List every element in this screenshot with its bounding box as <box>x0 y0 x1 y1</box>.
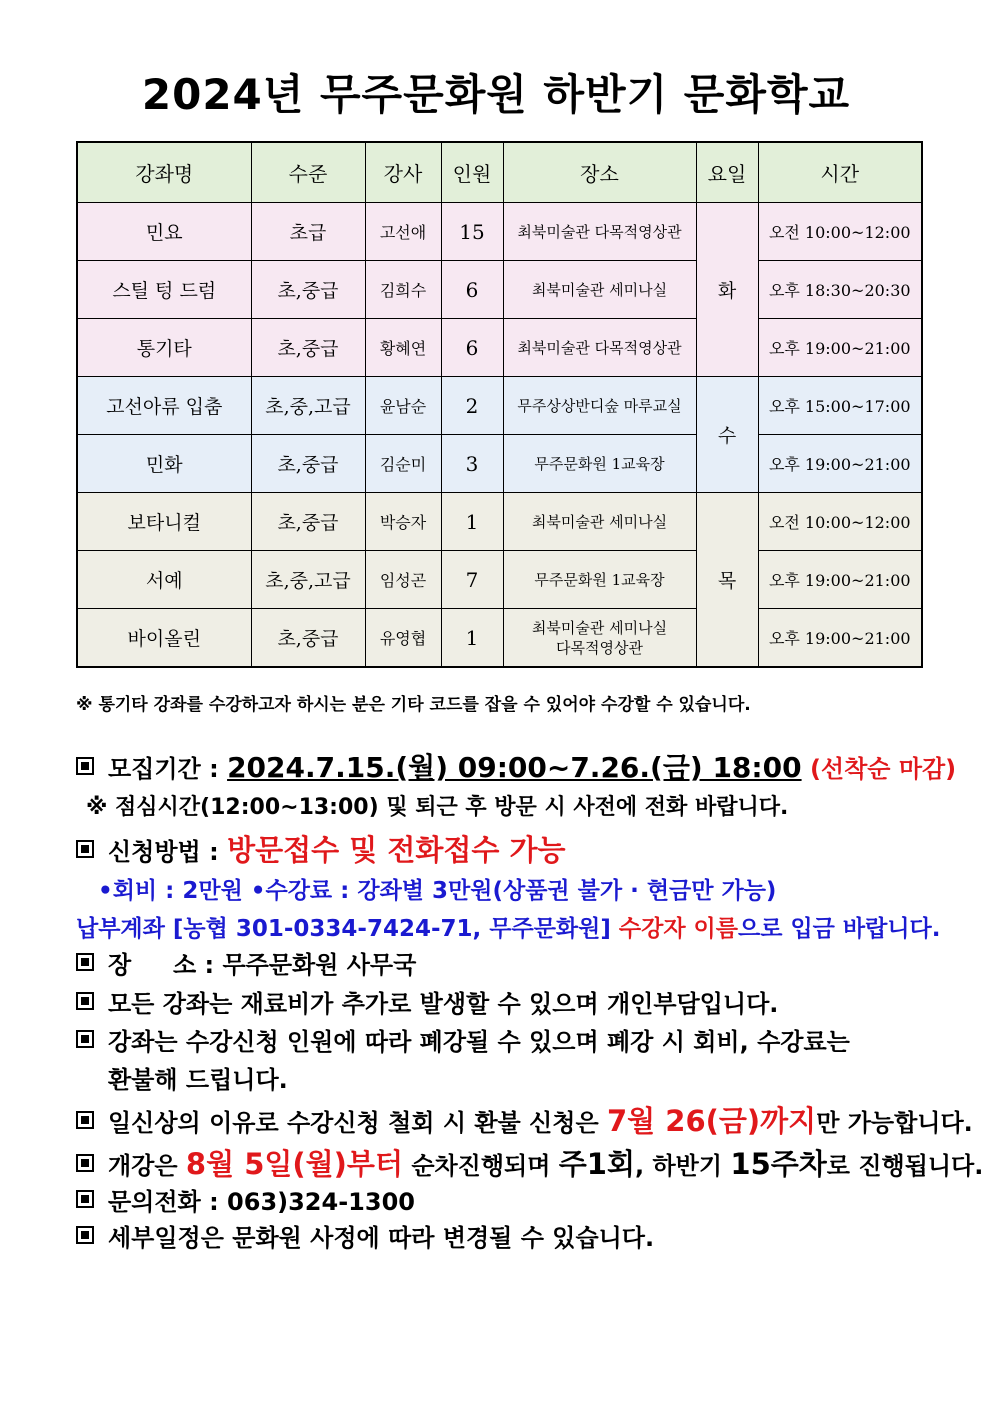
table-row <box>77 609 922 668</box>
bullet-square-icon <box>76 1030 94 1048</box>
refund-deadline: 7월 26(금)까지 <box>607 1104 817 1138</box>
refund-head: 일신상의 이유로 수강신청 철회 시 환불 신청은 <box>108 1109 599 1137</box>
bullet-square-icon <box>76 1226 94 1244</box>
phone-line <box>76 1182 415 1217</box>
bullet-square-icon <box>76 953 94 971</box>
table-row <box>77 319 922 377</box>
course-count: 15 <box>441 203 503 261</box>
course-teacher: 김순미 <box>365 435 441 493</box>
course-time: 오후 19:00~21:00 <box>758 609 922 668</box>
course-name: 민화 <box>77 435 251 493</box>
course-place: 최북미술관 세미나실 <box>503 493 696 551</box>
open-frequency: 주1회 <box>558 1147 635 1181</box>
fee-line: •회비 : 2만원 •수강료 : 강좌별 3만원(상품권 불가 · 현금만 가능) <box>98 878 777 904</box>
material-line <box>76 984 778 1019</box>
course-teacher: 임성곤 <box>365 551 441 609</box>
course-place: 무주상상반디숲 마루교실 <box>503 377 696 435</box>
apply-label: 신청방법 : <box>108 838 219 866</box>
course-time: 오후 18:30~20:30 <box>758 261 922 319</box>
course-name: 서예 <box>77 551 251 609</box>
refund-tail: 만 가능합니다. <box>816 1109 973 1137</box>
table-row <box>77 203 922 261</box>
bullet-square-icon <box>76 840 94 858</box>
course-level: 초,중급 <box>251 435 365 493</box>
phone-text: 문의전화 : 063)324-1300 <box>108 1188 415 1216</box>
course-place-line: 다목적영상관 <box>556 638 643 657</box>
schedule-table <box>76 141 923 668</box>
open-mid: 순차진행되며 <box>411 1152 551 1180</box>
header-teacher: 강사 <box>365 142 441 203</box>
header-course: 강좌명 <box>77 142 251 203</box>
period-note: (선착순 마감) <box>809 755 957 783</box>
course-count: 1 <box>441 609 503 668</box>
course-name: 바이올린 <box>77 609 251 668</box>
open-weeks: 15주차 <box>730 1147 827 1181</box>
course-teacher: 유영협 <box>365 609 441 668</box>
cancel-line-2: 환불해 드립니다. <box>108 1066 288 1094</box>
header-level: 수준 <box>251 142 365 203</box>
schedule-line <box>76 1218 654 1253</box>
page-title: 2024년 무주문화원 하반기 문화학교 <box>141 70 851 119</box>
material-text: 모든 강좌는 재료비가 추가로 발생할 수 있으며 개인부담입니다. <box>108 990 779 1018</box>
course-name: 스틸 텅 드럼 <box>77 261 251 319</box>
course-count: 3 <box>441 435 503 493</box>
course-time: 오후 19:00~21:00 <box>758 435 922 493</box>
course-count: 6 <box>441 319 503 377</box>
course-time: 오후 19:00~21:00 <box>758 551 922 609</box>
bullet-square-icon <box>76 1111 94 1129</box>
open-tail: 로 진행됩니다. <box>826 1152 984 1180</box>
account-line <box>76 910 941 943</box>
course-place: 최북미술관 세미나실 <box>503 261 696 319</box>
course-day: 화 <box>696 203 758 377</box>
course-name: 민요 <box>77 203 251 261</box>
course-count: 2 <box>441 377 503 435</box>
table-row <box>77 435 922 493</box>
course-name: 통기타 <box>77 319 251 377</box>
course-place: 최북미술관 다목적영상관 <box>503 203 696 261</box>
course-day: 수 <box>696 377 758 493</box>
course-level: 초,중,고급 <box>251 551 365 609</box>
bullet-square-icon <box>76 1154 94 1172</box>
place-text: 장 소 : 무주문화원 사무국 <box>108 951 417 979</box>
cancel-text: 강좌는 수강신청 인원에 따라 폐강될 수 있으며 폐강 시 회비, 수강료는 <box>108 1028 850 1056</box>
schedule-text: 세부일정은 문화원 사정에 따라 변경될 수 있습니다. <box>108 1224 655 1252</box>
course-level: 초,중급 <box>251 319 365 377</box>
period-line <box>76 746 956 786</box>
course-name: 고선아류 입춤 <box>77 377 251 435</box>
course-level: 초,중급 <box>251 493 365 551</box>
course-teacher: 황혜연 <box>365 319 441 377</box>
course-name: 보타니컬 <box>77 493 251 551</box>
course-teacher: 박승자 <box>365 493 441 551</box>
account-tail: 으로 입금 바랍니다. <box>738 916 941 942</box>
period-value: 2024.7.15.(월) 09:00~7.26.(금) 18:00 <box>227 751 802 784</box>
lunch-note: ※ 점심시간(12:00~13:00) 및 퇴근 후 방문 시 사전에 전화 바랍니다. <box>86 795 789 820</box>
table-row <box>77 261 922 319</box>
header-day: 요일 <box>696 142 758 203</box>
table-row <box>77 377 922 435</box>
course-day: 목 <box>696 493 758 668</box>
bullet-square-icon <box>76 757 94 775</box>
course-count: 6 <box>441 261 503 319</box>
course-count: 1 <box>441 493 503 551</box>
course-count: 7 <box>441 551 503 609</box>
course-teacher: 고선애 <box>365 203 441 261</box>
bullet-square-icon <box>76 992 94 1010</box>
table-row <box>77 493 922 551</box>
apply-line <box>76 828 566 869</box>
course-place: 최북미술관 다목적영상관 <box>503 319 696 377</box>
table-header-row <box>77 142 922 203</box>
bullet-square-icon <box>76 1190 94 1208</box>
course-time: 오후 15:00~17:00 <box>758 377 922 435</box>
course-place: 무주문화원 1교육장 <box>503 435 696 493</box>
course-place <box>503 609 696 668</box>
header-count: 인원 <box>441 142 503 203</box>
open-date: 8월 5일(월)부터 <box>185 1147 403 1181</box>
course-level: 초급 <box>251 203 365 261</box>
cancel-line <box>76 1022 850 1057</box>
course-level: 초,중급 <box>251 261 365 319</box>
open-line <box>76 1142 983 1183</box>
course-place: 무주문화원 1교육장 <box>503 551 696 609</box>
course-teacher: 김희수 <box>365 261 441 319</box>
guitar-note: ※ 통기타 강좌를 수강하고자 하시는 분은 기타 코드를 잡을 수 있어야 수강할 수 있습니다. <box>76 695 751 715</box>
course-teacher: 윤남순 <box>365 377 441 435</box>
header-time: 시간 <box>758 142 922 203</box>
account-info: 납부계좌 [농협 301-0334-7424-71, 무주문화원] <box>76 916 611 942</box>
period-label: 모집기간 : <box>108 755 219 783</box>
course-level: 초,중,고급 <box>251 377 365 435</box>
course-time: 오전 10:00~12:00 <box>758 493 922 551</box>
course-level: 초,중급 <box>251 609 365 668</box>
course-time: 오후 19:00~21:00 <box>758 319 922 377</box>
refund-line <box>76 1099 973 1140</box>
account-name-note: 수강자 이름 <box>618 916 738 942</box>
header-place: 장소 <box>503 142 696 203</box>
table-row <box>77 551 922 609</box>
open-head: 개강은 <box>108 1152 178 1180</box>
course-place-line: 최북미술관 세미나실 <box>531 618 668 637</box>
open-mid2: , 하반기 <box>635 1152 723 1180</box>
apply-value: 방문접수 및 전화접수 가능 <box>227 833 566 867</box>
place-line <box>76 945 416 980</box>
course-time: 오전 10:00~12:00 <box>758 203 922 261</box>
